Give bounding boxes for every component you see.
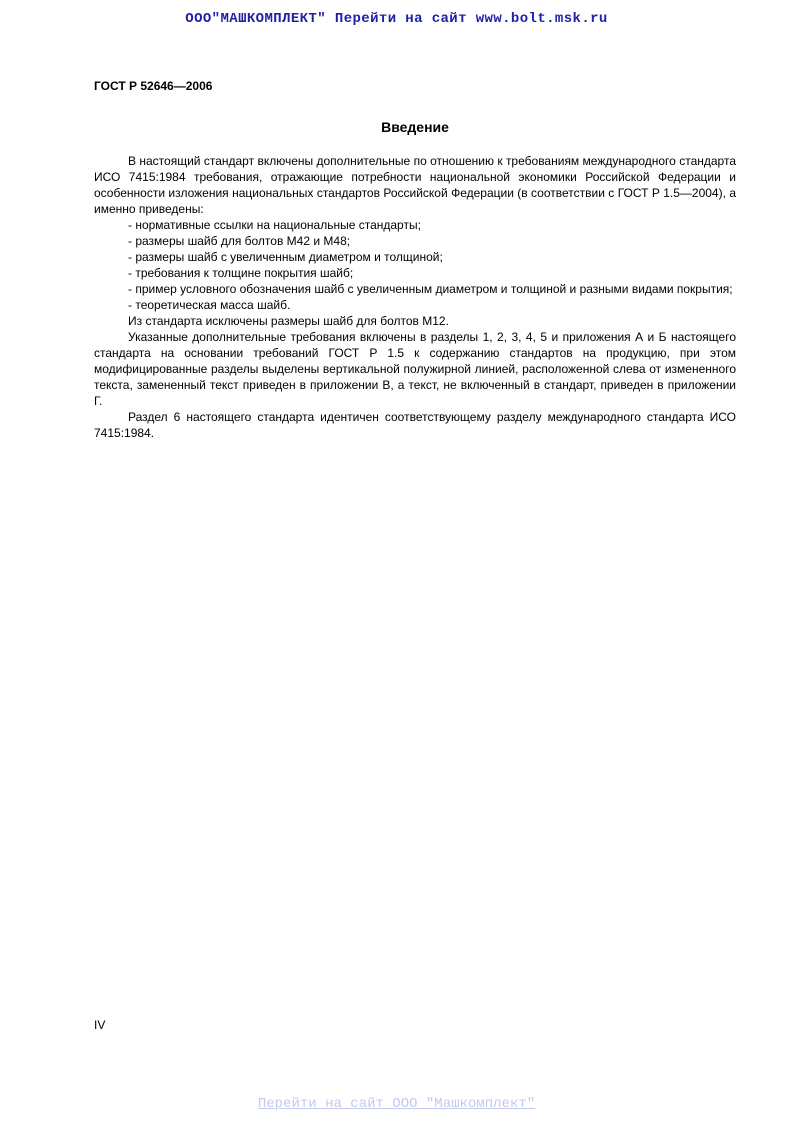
bullet-item: - пример условного обозначения шайб с увеличенным диаметром и толщиной и разными видами покрытия; [128,282,733,296]
bullet-item: - размеры шайб для болтов М42 и М48; [128,234,351,248]
bullet-item: - теоретическая масса шайб. [128,298,291,312]
introduction-body [94,153,736,441]
site-header-link[interactable]: ООО"МАШКОМПЛЕКТ" Перейти на сайт www.bolt.msk.ru [185,11,608,27]
document-code: ГОСТ Р 52646—2006 [94,79,213,93]
requirements-paragraph: Указанные дополнительные требования включены в разделы 1, 2, 3, 4, 5 и приложения А и Б настоящего стандарта на основании требований ГОСТ Р 1.5 к содержанию стандартов на продукцию, при этом модифицированные разделы выделены вертикальной полужирной линией, расположенной слева от измененного текста, замененный текст приведен в приложении В, а текст, не включенный в стандарт, приведен в приложении Г. [94,330,736,408]
intro-paragraph: В настоящий стандарт включены дополнительные по отношению к требованиям международного стандарта ИСО 7415:1984 требования, отражающие потребности национальной экономики Российской Федерации и особенности изложения национальных стандартов Российской Федерации (в соответствии с ГОСТ Р 1.5—2004), а именно приведены: [94,154,736,216]
site-footer-link[interactable]: Перейти на сайт ООО "Машкомплект" [257,1096,536,1112]
bullet-item: - требования к толщине покрытия шайб; [128,266,354,280]
bullet-item: - размеры шайб с увеличенным диаметром и толщиной; [128,250,443,264]
section-title: Введение [381,119,449,135]
bullet-item: - нормативные ссылки на национальные стандарты; [128,218,421,232]
identity-paragraph: Раздел 6 настоящего стандарта идентичен соответствующему разделу международного стандарта ИСО 7415:1984. [94,410,736,440]
page-number: IV [94,1018,106,1032]
exclusion-paragraph: Из стандарта исключены размеры шайб для болтов М12. [128,314,449,328]
